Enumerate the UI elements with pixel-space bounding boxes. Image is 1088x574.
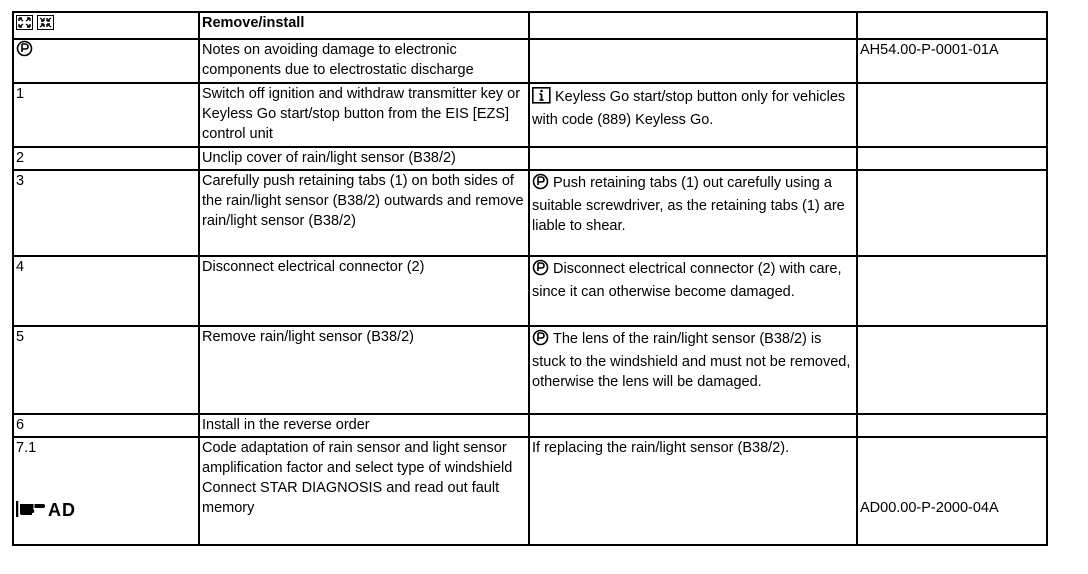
instruction-cell: Unclip cover of rain/light sensor (B38/2) bbox=[199, 147, 529, 170]
collapse-icon[interactable] bbox=[37, 15, 54, 36]
step-cell: 1 bbox=[13, 83, 199, 147]
instruction-cell: Carefully push retaining tabs (1) on both sides of the rain/light sensor (B38/2) outwards and remove rain/light sensor (B38/2) bbox=[199, 170, 529, 256]
table-row bbox=[13, 437, 1047, 545]
ref-cell bbox=[857, 414, 1047, 437]
note-cell: Push retaining tabs (1) out carefully using a suitable screwdriver, as the retaining tabs (1) are liable to shear. bbox=[529, 170, 857, 256]
reference-link[interactable]: AD00.00-P-2000-04A bbox=[860, 500, 999, 516]
table-row bbox=[13, 326, 1047, 414]
step-cell: 3 bbox=[13, 170, 199, 256]
ad-label: AD bbox=[16, 498, 76, 522]
reference-link[interactable]: AH54.00-P-0001-01A bbox=[860, 42, 999, 58]
step-cell: 5 bbox=[13, 326, 199, 414]
step-cell: 2 bbox=[13, 147, 199, 170]
step-cell: 4 bbox=[13, 256, 199, 326]
caution-icon bbox=[532, 329, 549, 352]
step-cell: 6 bbox=[13, 414, 199, 437]
ref-cell bbox=[857, 326, 1047, 414]
table-row bbox=[13, 83, 1047, 147]
ref-cell bbox=[857, 83, 1047, 147]
note-cell: Keyless Go start/stop button only for vehicles with code (889) Keyless Go. bbox=[529, 83, 857, 147]
table-row bbox=[13, 170, 1047, 256]
note-cell: Disconnect electrical connector (2) with care, since it can otherwise become damaged. bbox=[529, 256, 857, 326]
pointing-hand-icon bbox=[16, 498, 48, 522]
ref-cell bbox=[857, 170, 1047, 256]
table-row bbox=[13, 147, 1047, 170]
esd-caution-icon bbox=[16, 40, 33, 63]
ref-cell bbox=[857, 39, 1047, 83]
header-title: Remove/install bbox=[199, 12, 529, 39]
header-note-cell bbox=[529, 12, 857, 39]
instruction-cell: Remove rain/light sensor (B38/2) bbox=[199, 326, 529, 414]
instruction-cell: Code adaptation of rain sensor and light sensor amplification factor and select type of windshield Connect STAR DIAGNOSIS and read out fault memory bbox=[199, 437, 529, 545]
step-cell bbox=[13, 39, 199, 83]
table-row bbox=[13, 256, 1047, 326]
header-row bbox=[13, 12, 1047, 39]
procedure-table bbox=[12, 11, 1048, 546]
ref-cell bbox=[857, 437, 1047, 545]
caution-icon bbox=[532, 259, 549, 282]
instruction-cell: Notes on avoiding damage to electronic components due to electrostatic discharge bbox=[199, 39, 529, 83]
note-cell bbox=[529, 147, 857, 170]
note-cell bbox=[529, 414, 857, 437]
info-icon bbox=[532, 87, 551, 110]
header-ref-cell bbox=[857, 12, 1047, 39]
ref-cell bbox=[857, 147, 1047, 170]
instruction-cell: Install in the reverse order bbox=[199, 414, 529, 437]
instruction-cell: Switch off ignition and withdraw transmitter key or Keyless Go start/stop button from the EIS [EZS] control unit bbox=[199, 83, 529, 147]
note-cell: If replacing the rain/light sensor (B38/2). bbox=[529, 437, 857, 545]
expand-icon[interactable] bbox=[16, 15, 33, 36]
caution-icon bbox=[532, 173, 549, 196]
table-row bbox=[13, 39, 1047, 83]
ref-cell bbox=[857, 256, 1047, 326]
step-cell: 7.1 AD bbox=[13, 437, 199, 545]
note-cell bbox=[529, 39, 857, 83]
table-row bbox=[13, 414, 1047, 437]
note-cell: The lens of the rain/light sensor (B38/2) is stuck to the windshield and must not be removed, otherwise the lens will be damaged. bbox=[529, 326, 857, 414]
header-icons-cell bbox=[13, 12, 199, 39]
instruction-cell: Disconnect electrical connector (2) bbox=[199, 256, 529, 326]
